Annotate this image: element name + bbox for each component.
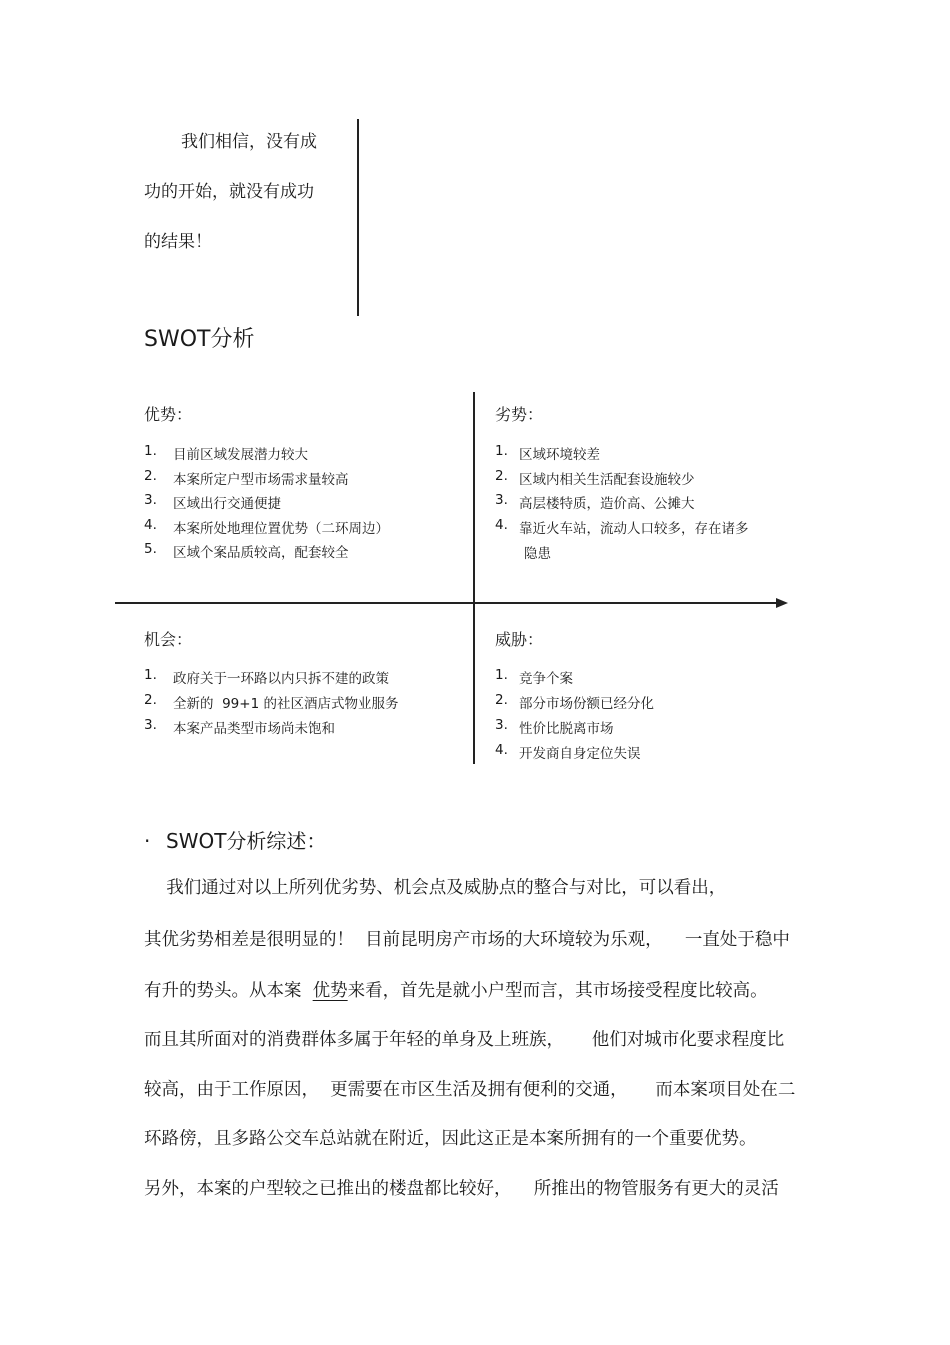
list-item: 5. 区域个案品质较高，配套较全 [144, 541, 349, 561]
list-item: 1. 政府关于一环路以内只拆不建的政策 [144, 667, 389, 687]
list-item: 3. 高层楼特质，造价高、公摊大 [495, 492, 695, 512]
summary-heading: SWOT分析综述： [166, 829, 327, 853]
threats-heading: 威胁： [495, 630, 544, 649]
summary-bullet: · [144, 829, 151, 853]
arrow-right-icon [776, 598, 788, 608]
list-item: 2. 区域内相关生活配套设施较少 [495, 467, 695, 488]
strengths-list [144, 443, 389, 566]
underlined-word: 优势 [312, 981, 348, 1001]
list-item: 2. 部分市场份额已经分化 [495, 692, 654, 712]
threats-list [495, 667, 654, 767]
weaknesses-heading: 劣势： [495, 405, 544, 424]
quote-line-2: 功的开始，就没有成功 [144, 182, 314, 202]
paragraph-line: 其优劣势相差是很明显的！ 目前昆明房产市场的大环境较为乐观， 一直处于稳中 [144, 930, 790, 950]
list-item: 3. 性价比脱离市场 [495, 717, 614, 737]
list-item: 2. 全新的 99+1 的社区酒店式物业服务 [144, 692, 399, 712]
quote-line-1: 我们相信，没有成 [181, 132, 317, 152]
paragraph-line: 另外，本案的户型较之已推出的楼盘都比较好， 所推出的物管服务有更大的灵活 [144, 1179, 779, 1199]
list-item: 4. 开发商自身定位失误 [495, 742, 641, 762]
paragraph-line: 而且其所面对的消费群体多属于年轻的单身及上班族， 他们对城市化要求程度比 [144, 1030, 785, 1050]
weakness-item-4-continuation: 隐患 [524, 546, 551, 562]
list-item: 3. 区域出行交通便捷 [144, 492, 281, 512]
strengths-heading: 优势： [144, 405, 193, 424]
swot-vertical-axis [473, 392, 475, 764]
quote-line-3: 的结果！ [144, 232, 212, 252]
list-item: 3. 本案产品类型市场尚未饱和 [144, 717, 335, 737]
quote-divider [357, 119, 359, 316]
paragraph-line: 我们通过对以上所列优劣势、机会点及威胁点的整合与对比，可以看出， [144, 878, 727, 898]
list-item: 4. 靠近火车站，流动人口较多，存在诸多 [495, 516, 749, 537]
paragraph-line: 较高，由于工作原因， 更需要在市区生活及拥有便利的交通， 而本案项目处在二 [144, 1080, 796, 1100]
opportunities-list [144, 667, 398, 742]
opportunities-heading: 机会： [144, 630, 193, 649]
paragraph-line: 有升的势头。从本案 优势来看，首先是就小户型而言，其市场接受程度比较高。 [144, 981, 768, 1001]
list-item: 1. 目前区域发展潜力较大 [144, 443, 308, 463]
list-item: 1. 竞争个案 [495, 667, 573, 687]
list-item: 1. 区域环境较差 [495, 443, 600, 463]
swot-horizontal-axis [115, 602, 780, 604]
list-item: 2. 本案所定户型市场需求量较高 [144, 467, 349, 488]
weaknesses-list [495, 443, 749, 541]
list-item: 4. 本案所处地理位置优势（二环周边） [144, 516, 389, 537]
paragraph-line: 环路傍，且多路公交车总站就在附近，因此这正是本案所拥有的一个重要优势。 [144, 1129, 757, 1149]
swot-title: SWOT分析 [144, 327, 255, 352]
